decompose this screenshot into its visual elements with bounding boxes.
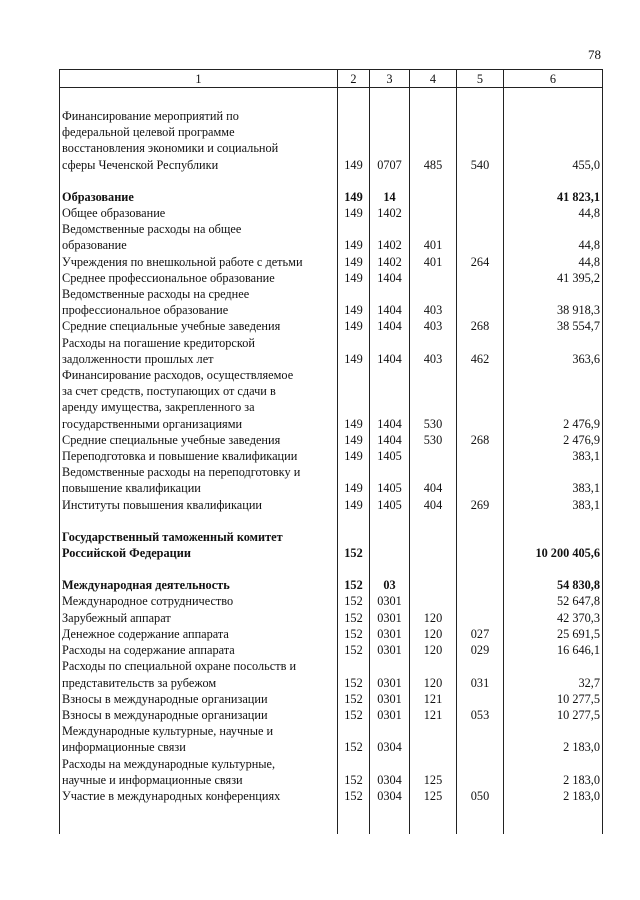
amount: 54 830,8 (504, 577, 603, 593)
section-code: 1405 (370, 497, 410, 513)
column-header-6: 6 (504, 70, 603, 88)
spacer-cell (338, 804, 370, 834)
row-name-line: Образование (62, 189, 134, 204)
table-row (60, 707, 603, 723)
spacer-cell (504, 804, 603, 834)
row-name (60, 642, 338, 658)
row-name-line: Общее образование (62, 206, 166, 221)
target-code: 401 (410, 254, 457, 270)
table-row (60, 658, 603, 690)
row-name (60, 108, 338, 173)
row-name (60, 270, 338, 286)
target-code (410, 529, 457, 561)
amount: 10 277,5 (504, 691, 603, 707)
row-name (60, 610, 338, 626)
expense-type-code (457, 286, 504, 318)
spacer-cell (338, 561, 370, 577)
row-name-line: Ведомственные расходы на общее (62, 222, 242, 237)
target-code: 403 (410, 286, 457, 318)
row-name-line: Российской Федерации (62, 546, 191, 561)
section-code: 0301 (370, 642, 410, 658)
section-code: 0301 (370, 691, 410, 707)
row-name (60, 577, 338, 593)
row-name-line: Расходы на международные культурные, (62, 756, 276, 771)
expense-type-code (457, 577, 504, 593)
amount: 38 918,3 (504, 286, 603, 318)
ministry-code: 149 (338, 367, 370, 432)
table-row (60, 335, 603, 367)
amount: 2 476,9 (504, 432, 603, 448)
row-name-line: за счет средств, поступающих от сдачи в (62, 384, 276, 399)
expense-type-code (457, 189, 504, 205)
target-code: 125 (410, 788, 457, 804)
row-name-line: Международное сотрудничество (62, 594, 234, 609)
target-code (410, 723, 457, 755)
expense-type-code: 031 (457, 658, 504, 690)
expense-type-code (457, 448, 504, 464)
table-row (60, 367, 603, 432)
expense-type-code: 462 (457, 335, 504, 367)
ministry-code: 152 (338, 529, 370, 561)
table-row (60, 205, 603, 221)
row-name-line: Среднее профессиональное образование (62, 270, 275, 285)
spacer-cell (410, 561, 457, 577)
budget-table (59, 69, 603, 834)
row-name-line: Финансирование расходов, осуществляемое (62, 368, 294, 383)
ministry-code: 152 (338, 723, 370, 755)
spacer-cell (410, 804, 457, 834)
table-row (60, 610, 603, 626)
ministry-code: 149 (338, 189, 370, 205)
target-code: 485 (410, 108, 457, 173)
spacer-cell (504, 561, 603, 577)
row-name-line: Ведомственные расходы на переподготовку и (62, 465, 301, 480)
row-name-line: восстановления экономики и социальной (62, 141, 279, 156)
row-name-line: представительств за рубежом (62, 675, 217, 690)
row-name-line: образование (62, 238, 127, 253)
row-name-line: Расходы по специальной охране посольств и (62, 659, 297, 674)
spacer-cell (60, 88, 338, 109)
amount: 41 823,1 (504, 189, 603, 205)
table-row (60, 286, 603, 318)
section-code: 1404 (370, 318, 410, 334)
expense-type-code (457, 205, 504, 221)
table-row (60, 448, 603, 464)
spacer-cell (60, 561, 338, 577)
ministry-code: 149 (338, 432, 370, 448)
expense-type-code (457, 610, 504, 626)
expense-type-code (457, 367, 504, 432)
page-number: 78 (588, 47, 601, 62)
row-name-line: государственными организациями (62, 416, 243, 431)
row-name (60, 529, 338, 561)
column-header-2: 2 (338, 70, 370, 88)
target-code (410, 577, 457, 593)
row-name-line: Финансирование мероприятий по (62, 109, 239, 123)
column-header-3: 3 (370, 70, 410, 88)
column-header-1: 1 (60, 70, 338, 88)
target-code: 530 (410, 432, 457, 448)
ministry-code: 149 (338, 108, 370, 173)
row-name (60, 691, 338, 707)
section-code: 1402 (370, 254, 410, 270)
spacer-cell (410, 173, 457, 189)
row-name-line: повышение квалификации (62, 481, 201, 496)
table-row (60, 788, 603, 804)
amount: 44,8 (504, 254, 603, 270)
amount: 32,7 (504, 658, 603, 690)
row-name-line: профессиональное образование (62, 303, 229, 318)
spacer-cell (60, 804, 338, 834)
amount: 10 200 405,6 (504, 529, 603, 561)
expense-type-code (457, 464, 504, 496)
target-code: 120 (410, 626, 457, 642)
row-name-line: научные и информационные связи (62, 772, 243, 787)
ministry-code: 149 (338, 318, 370, 334)
table-spacer-row (60, 561, 603, 577)
column-header-5: 5 (457, 70, 504, 88)
ministry-code: 152 (338, 756, 370, 788)
target-code: 404 (410, 464, 457, 496)
expense-type-code: 268 (457, 318, 504, 334)
spacer-cell (338, 88, 370, 109)
row-name (60, 318, 338, 334)
section-code: 0304 (370, 756, 410, 788)
expense-type-code: 050 (457, 788, 504, 804)
table-row (60, 593, 603, 609)
row-name-line: Ведомственные расходы на среднее (62, 287, 250, 302)
ministry-code: 149 (338, 497, 370, 513)
target-code (410, 205, 457, 221)
amount: 10 277,5 (504, 707, 603, 723)
row-name (60, 464, 338, 496)
ministry-code: 152 (338, 691, 370, 707)
row-name-line: Международная деятельность (62, 578, 230, 593)
expense-type-code (457, 691, 504, 707)
section-code: 0301 (370, 610, 410, 626)
section-code: 1402 (370, 205, 410, 221)
row-name (60, 448, 338, 464)
table-section-row (60, 577, 603, 593)
ministry-code: 149 (338, 205, 370, 221)
section-code: 1405 (370, 448, 410, 464)
table-row (60, 756, 603, 788)
amount: 42 370,3 (504, 610, 603, 626)
ministry-code: 149 (338, 254, 370, 270)
expense-type-code (457, 723, 504, 755)
row-name-line: Участие в международных конференциях (62, 788, 281, 803)
ministry-code: 149 (338, 464, 370, 496)
target-code (410, 448, 457, 464)
row-name-line: задолженности прошлых лет (62, 351, 214, 366)
row-name-line: Денежное содержание аппарата (62, 626, 229, 641)
expense-type-code (457, 529, 504, 561)
row-name (60, 756, 338, 788)
row-name (60, 367, 338, 432)
table-row (60, 691, 603, 707)
table-row (60, 270, 603, 286)
row-name (60, 593, 338, 609)
column-header-4: 4 (410, 70, 457, 88)
section-code: 1405 (370, 464, 410, 496)
amount: 455,0 (504, 108, 603, 173)
spacer-cell (504, 513, 603, 529)
section-code: 0301 (370, 658, 410, 690)
target-code (410, 270, 457, 286)
table-row (60, 497, 603, 513)
target-code (410, 189, 457, 205)
row-name-line: Переподготовка и повышение квалификации (62, 449, 298, 464)
spacer-cell (60, 513, 338, 529)
table-row (60, 221, 603, 253)
ministry-code: 152 (338, 577, 370, 593)
section-code: 0301 (370, 626, 410, 642)
row-name-line: Международные культурные, научные и (62, 724, 274, 739)
row-name-line: Институты повышения квалификации (62, 497, 262, 512)
row-name (60, 254, 338, 270)
target-code: 125 (410, 756, 457, 788)
amount: 16 646,1 (504, 642, 603, 658)
row-name (60, 432, 338, 448)
section-code: 0301 (370, 707, 410, 723)
section-code: 0707 (370, 108, 410, 173)
target-code: 121 (410, 707, 457, 723)
amount: 363,6 (504, 335, 603, 367)
ministry-code: 152 (338, 788, 370, 804)
expense-type-code: 264 (457, 254, 504, 270)
amount: 25 691,5 (504, 626, 603, 642)
row-name-line: Зарубежный аппарат (62, 610, 171, 625)
expense-type-code (457, 756, 504, 788)
expense-type-code (457, 270, 504, 286)
spacer-cell (370, 804, 410, 834)
spacer-cell (410, 88, 457, 109)
expense-type-code: 053 (457, 707, 504, 723)
row-name-line: информационные связи (62, 740, 186, 755)
ministry-code: 152 (338, 658, 370, 690)
row-name-line: Государственный таможенный комитет (62, 529, 283, 544)
row-name-line: Расходы на содержание аппарата (62, 643, 235, 658)
table-row (60, 254, 603, 270)
amount: 383,1 (504, 448, 603, 464)
amount: 52 647,8 (504, 593, 603, 609)
row-name (60, 788, 338, 804)
section-code: 0304 (370, 723, 410, 755)
spacer-cell (410, 513, 457, 529)
spacer-cell (370, 173, 410, 189)
amount: 44,8 (504, 205, 603, 221)
expense-type-code: 027 (457, 626, 504, 642)
amount: 383,1 (504, 464, 603, 496)
table-filler-row (60, 804, 603, 834)
expense-type-code (457, 221, 504, 253)
amount: 41 395,2 (504, 270, 603, 286)
row-name (60, 221, 338, 253)
row-name-line: Средние специальные учебные заведения (62, 432, 281, 447)
row-name-line: Расходы на погашение кредиторской (62, 335, 255, 350)
section-code: 1404 (370, 367, 410, 432)
table-body (60, 88, 603, 835)
target-code: 403 (410, 318, 457, 334)
ministry-code: 149 (338, 270, 370, 286)
spacer-cell (457, 804, 504, 834)
spacer-cell (370, 88, 410, 109)
spacer-cell (370, 561, 410, 577)
target-code: 120 (410, 642, 457, 658)
target-code: 530 (410, 367, 457, 432)
ministry-code: 152 (338, 707, 370, 723)
row-name-line: Учреждения по внешкольной работе с детьми (62, 254, 303, 269)
amount: 38 554,7 (504, 318, 603, 334)
ministry-code: 149 (338, 286, 370, 318)
target-code: 120 (410, 610, 457, 626)
ministry-code: 149 (338, 221, 370, 253)
spacer-cell (457, 561, 504, 577)
column-header-row (60, 70, 603, 88)
row-name (60, 707, 338, 723)
section-code: 0301 (370, 593, 410, 609)
section-code: 1404 (370, 286, 410, 318)
row-name (60, 205, 338, 221)
section-code: 1404 (370, 432, 410, 448)
target-code: 120 (410, 658, 457, 690)
section-code: 0304 (370, 788, 410, 804)
expense-type-code: 540 (457, 108, 504, 173)
row-name (60, 335, 338, 367)
expense-type-code: 269 (457, 497, 504, 513)
spacer-cell (457, 173, 504, 189)
expense-type-code (457, 593, 504, 609)
budget-table-container (59, 69, 602, 820)
target-code: 403 (410, 335, 457, 367)
amount: 2 183,0 (504, 723, 603, 755)
spacer-cell (370, 513, 410, 529)
row-name-line: Взносы в международные организации (62, 707, 268, 722)
spacer-cell (504, 173, 603, 189)
row-name (60, 497, 338, 513)
ministry-code: 152 (338, 593, 370, 609)
amount: 2 183,0 (504, 788, 603, 804)
row-name (60, 189, 338, 205)
table-row (60, 642, 603, 658)
table-row (60, 626, 603, 642)
table-row (60, 464, 603, 496)
row-name (60, 723, 338, 755)
target-code (410, 593, 457, 609)
target-code: 401 (410, 221, 457, 253)
expense-type-code: 029 (457, 642, 504, 658)
row-name-line: аренду имущества, закрепленного за (62, 400, 255, 415)
row-name (60, 626, 338, 642)
ministry-code: 152 (338, 642, 370, 658)
section-code (370, 529, 410, 561)
ministry-code: 149 (338, 448, 370, 464)
section-code: 1404 (370, 270, 410, 286)
spacer-cell (504, 88, 603, 109)
row-name-line: Взносы в международные организации (62, 691, 268, 706)
table-spacer-row (60, 173, 603, 189)
table-row (60, 318, 603, 334)
ministry-code: 152 (338, 610, 370, 626)
section-code: 1404 (370, 335, 410, 367)
section-code: 1402 (370, 221, 410, 253)
ministry-code: 152 (338, 626, 370, 642)
section-code: 14 (370, 189, 410, 205)
table-section-row (60, 189, 603, 205)
table-spacer-row (60, 88, 603, 109)
spacer-cell (457, 513, 504, 529)
spacer-cell (457, 88, 504, 109)
spacer-cell (338, 173, 370, 189)
row-name (60, 658, 338, 690)
table-row (60, 108, 603, 173)
row-name-line: федеральной целевой программе (62, 125, 235, 140)
amount: 383,1 (504, 497, 603, 513)
table-row (60, 432, 603, 448)
amount: 2 183,0 (504, 756, 603, 788)
amount: 44,8 (504, 221, 603, 253)
row-name (60, 286, 338, 318)
target-code: 404 (410, 497, 457, 513)
row-name-line: сферы Чеченской Республики (62, 157, 219, 172)
amount: 2 476,9 (504, 367, 603, 432)
ministry-code: 149 (338, 335, 370, 367)
table-row (60, 723, 603, 755)
spacer-cell (60, 173, 338, 189)
row-name-line: Средние специальные учебные заведения (62, 319, 281, 334)
target-code: 121 (410, 691, 457, 707)
table-section-row (60, 529, 603, 561)
section-code: 03 (370, 577, 410, 593)
spacer-cell (338, 513, 370, 529)
expense-type-code: 268 (457, 432, 504, 448)
table-spacer-row (60, 513, 603, 529)
